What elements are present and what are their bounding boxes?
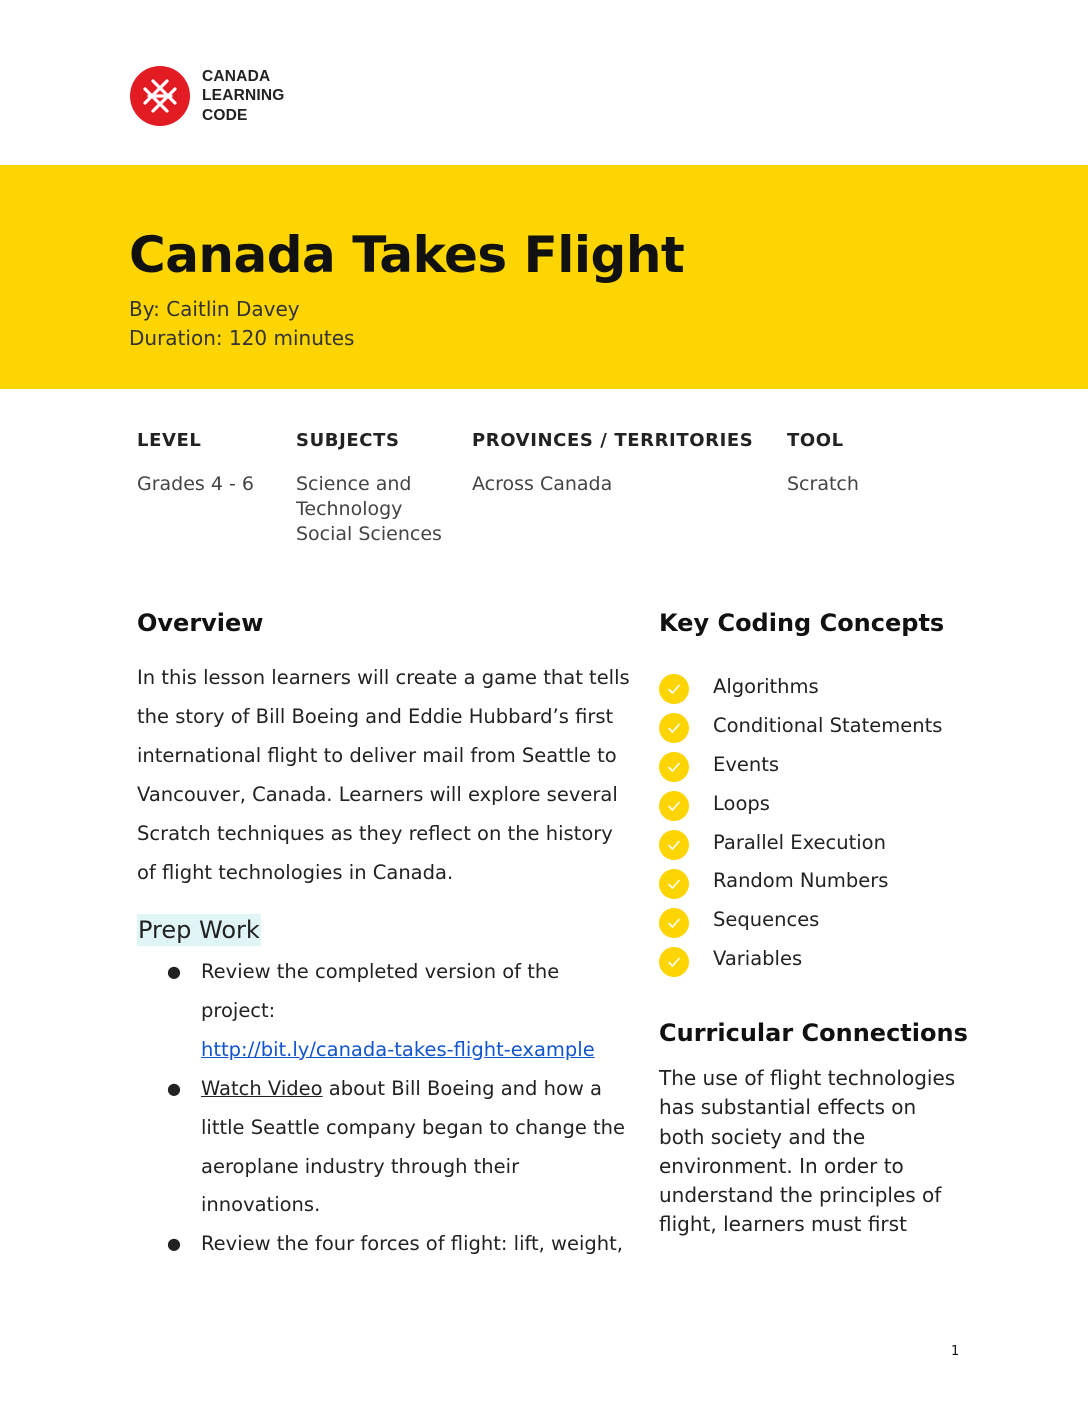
- concept-item: [659, 667, 942, 706]
- watch-video-link[interactable]: Watch Video: [201, 1076, 323, 1100]
- concept-label: Sequences: [713, 908, 820, 932]
- concept-item: [659, 706, 942, 745]
- concept-label: Variables: [713, 947, 803, 971]
- list-item: [167, 1070, 637, 1226]
- tool-text: Scratch: [787, 473, 859, 495]
- subjects-heading: SUBJECTS: [296, 430, 400, 451]
- tool-heading: TOOL: [787, 430, 844, 451]
- check-circle-icon: [659, 830, 689, 860]
- provinces-value: [472, 472, 612, 497]
- concept-label: Conditional Statements: [713, 713, 943, 737]
- concept-item: [659, 861, 942, 900]
- logo: [130, 66, 285, 126]
- check-circle-icon: [659, 752, 689, 782]
- check-circle-icon: [659, 869, 689, 899]
- concept-item: [659, 784, 942, 823]
- subject-text: Social Sciences: [296, 523, 442, 545]
- concept-label: Random Numbers: [713, 869, 889, 893]
- overview-text: In this lesson learners will create a game that tells the story of Bill Boeing and Eddie Hubbard’s first international flight to deliver mail from Seattle to Vancouver, Canada. Learners will explore several Scratch techniques as they reflect on the history of flight technologies in Canada.: [137, 666, 630, 884]
- level-value: [137, 472, 254, 497]
- logo-line: LEARNING: [202, 87, 285, 105]
- byline: [129, 295, 354, 353]
- check-circle-icon: [659, 947, 689, 977]
- page-title: Canada Takes Flight: [129, 226, 685, 284]
- example-project-link[interactable]: http://bit.ly/canada-takes-flight-example: [201, 1037, 595, 1061]
- concept-label: Loops: [713, 791, 770, 815]
- prep-work-list: [167, 953, 637, 1264]
- overview-heading: Overview: [137, 609, 264, 637]
- duration: Duration: 120 minutes: [129, 326, 355, 350]
- concept-item: [659, 900, 942, 939]
- check-circle-icon: [659, 713, 689, 743]
- level-text: Grades 4 - 6: [137, 473, 254, 495]
- logo-line: CODE: [202, 106, 248, 124]
- curricular-connections-heading: Curricular Connections: [659, 1019, 968, 1047]
- key-coding-concepts-heading: Key Coding Concepts: [659, 609, 945, 637]
- subject-text: Technology: [296, 498, 403, 520]
- concept-item: [659, 939, 942, 978]
- concept-label: Parallel Execution: [713, 830, 886, 854]
- tool-value: [787, 472, 859, 497]
- prep-item-text: Review the completed version of the project:: [201, 960, 560, 1022]
- bullet-icon: ●: [167, 1078, 181, 1098]
- check-circle-icon: [659, 674, 689, 704]
- subjects-value: [296, 472, 442, 547]
- list-item: [167, 1225, 637, 1264]
- prep-item-text: about Bill Boeing and how a little Seattle company began to change the aeroplane industry through their innovations.: [201, 1076, 626, 1217]
- list-item: [167, 953, 637, 1070]
- logo-line: CANADA: [202, 67, 271, 85]
- prep-work-heading: Prep Work: [138, 916, 260, 944]
- concept-label: Algorithms: [713, 674, 819, 698]
- concept-list: [659, 667, 942, 978]
- provinces-heading: PROVINCES / TERRITORIES: [472, 430, 754, 451]
- bullet-icon: ●: [167, 962, 181, 981]
- concept-item: [659, 745, 942, 784]
- check-circle-icon: [659, 791, 689, 821]
- check-circle-icon: [659, 908, 689, 938]
- concept-item: [659, 823, 942, 862]
- bullet-icon: ●: [167, 1234, 181, 1254]
- prep-item-text: Review the four forces of flight: lift, weight,: [201, 1232, 623, 1256]
- page-number: 1: [951, 1344, 960, 1359]
- subject-text: Science and: [296, 473, 412, 495]
- province-text: Across Canada: [472, 473, 613, 495]
- concept-label: Events: [713, 752, 780, 776]
- author: By: Caitlin Davey: [129, 297, 300, 321]
- logo-wordmark: [202, 67, 285, 126]
- level-heading: LEVEL: [137, 430, 202, 451]
- canada-learning-code-logo-icon: [130, 66, 190, 126]
- curricular-text: The use of flight technologies has substantial effects on both society and the environment. In order to understand the principles of flight, learners must first: [659, 1066, 956, 1237]
